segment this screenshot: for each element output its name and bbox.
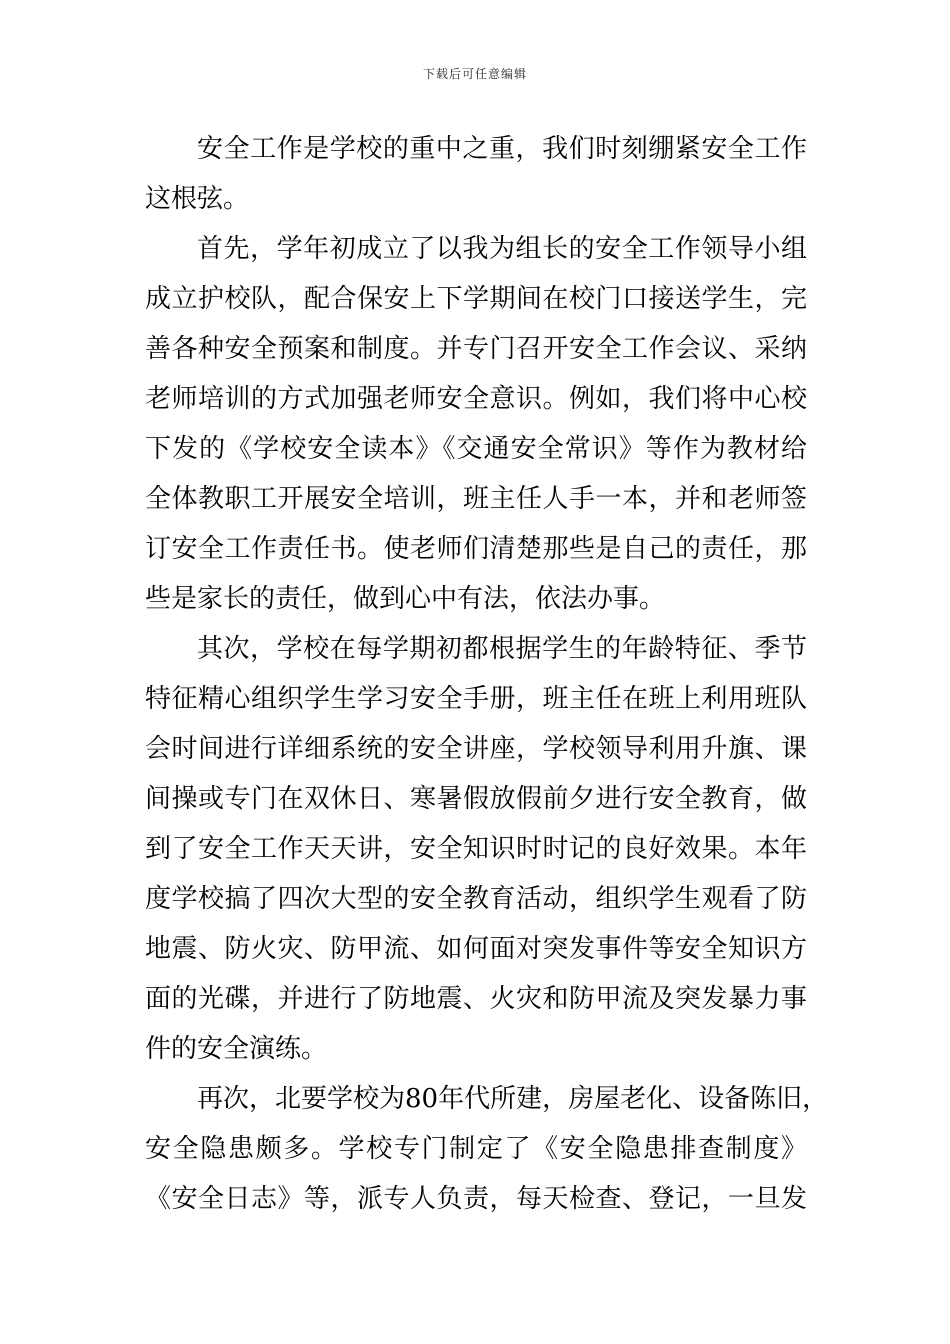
text-line: 安全工作是学校的重中之重，我们时刻绷紧安全工作 — [197, 134, 807, 164]
text-line: 些是家长的责任，做到心中有法，依法办事。 — [145, 584, 666, 614]
text-line: 首先，学年初成立了以我为组长的安全工作领导小组 — [197, 234, 807, 264]
text-line: 安全隐患颇多。学校专门制定了《安全隐患排查制度》 — [145, 1134, 807, 1164]
text-line: 面的光碟，并进行了防地震、火灾和防甲流及突发暴力事 — [145, 984, 807, 1014]
text-line: 到了安全工作天天讲，安全知识时时记的良好效果。本年 — [145, 834, 807, 864]
text-line: 间操或专门在双休日、寒暑假放假前夕进行安全教育，做 — [145, 784, 807, 814]
text-line: 订安全工作责任书。使老师们清楚那些是自己的责任，那 — [145, 534, 807, 564]
text-line: 会时间进行详细系统的安全讲座，学校领导利用升旗、课 — [145, 734, 807, 764]
text-line: 《安全日志》等，派专人负责，每天检查、登记，一旦发 — [145, 1184, 807, 1214]
text-line: 下发的《学校安全读本》《交通安全常识》等作为教材给 — [145, 434, 807, 464]
header-note: 下载后可任意编辑 — [422, 67, 527, 81]
text-line: 地震、防火灾、防甲流、如何面对突发事件等安全知识方 — [145, 934, 807, 964]
text-line: 特征精心组织学生学习安全手册，班主任在班上利用班队 — [145, 684, 807, 714]
text-line: 老师培训的方式加强老师安全意识。例如，我们将中心校 — [145, 384, 807, 414]
text-line: 成立护校队，配合保安上下学期间在校门口接送学生，完 — [145, 284, 807, 314]
text-line: 这根弦。 — [145, 184, 250, 214]
text-line: 件的安全演练。 — [145, 1034, 328, 1064]
text-line: 再次，北要学校为80年代所建，房屋老化、设备陈旧， — [197, 1084, 829, 1114]
body-text — [145, 124, 829, 1224]
text-line: 其次，学校在每学期初都根据学生的年龄特征、季节 — [197, 634, 807, 664]
text-line: 全体教职工开展安全培训，班主任人手一本，并和老师签 — [145, 484, 807, 514]
text-line: 善各种安全预案和制度。并专门召开安全工作会议、采纳 — [145, 334, 807, 364]
text-line: 度学校搞了四次大型的安全教育活动，组织学生观看了防 — [145, 884, 807, 914]
